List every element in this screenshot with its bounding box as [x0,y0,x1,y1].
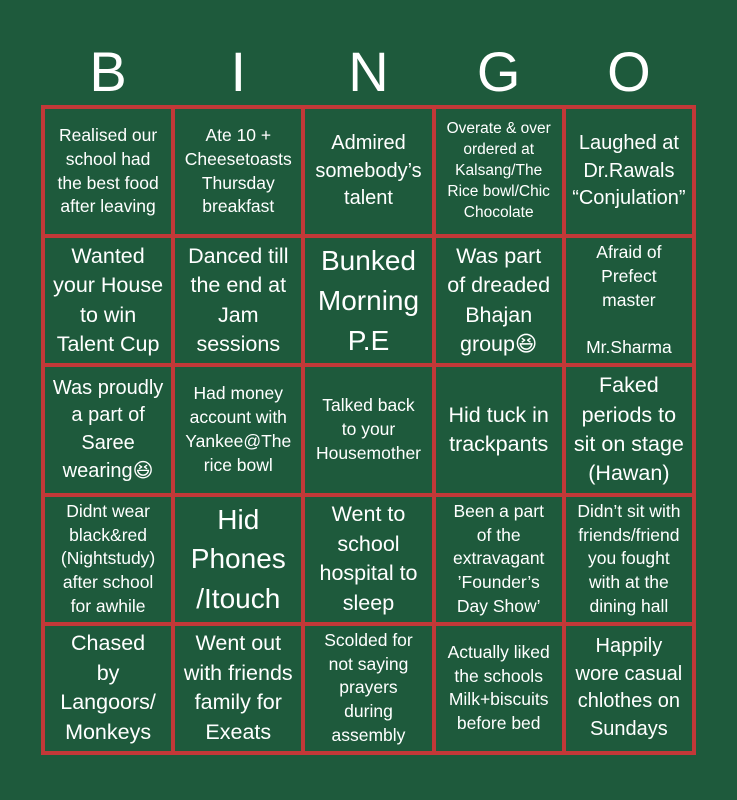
bingo-cell-text: Wanted your House to win Talent Cup [53,243,164,357]
bingo-grid [41,105,696,755]
bingo-cell-text: Didn’t sit with friends/friend you fought with at the dining hall [577,500,681,616]
bingo-cell-r2-c2[interactable] [175,238,301,363]
bingo-cell-r1-c1[interactable] [45,109,171,234]
bingo-cell-text: Went out with friends family for Exeats [183,631,293,744]
bingo-cell-text: Laughed at Dr.Rawals “Conjulation” [572,132,686,210]
bingo-cell-text: Hid tuck in trackpants [448,402,549,456]
header-letter-g: G [476,40,521,103]
bingo-cell-text: Had money account with Yankee@The rice bowl [185,383,292,475]
bingo-cell-r3-c2[interactable] [175,367,301,492]
bingo-cell-text: Went to school hospital to sleep [319,502,418,615]
bingo-cell-r2-c5[interactable] [566,238,692,363]
bingo-cell-text: Didnt wear black&red (Nightstudy) after school for awhile [60,500,156,616]
bingo-cell-r3-c1[interactable] [45,367,171,492]
bingo-cell-r5-c2[interactable] [175,626,301,751]
bingo-cell-r2-c1[interactable] [45,238,171,363]
bingo-cell-r3-c3[interactable] [305,367,431,492]
bingo-cell-r4-c2[interactable] [175,497,301,622]
bingo-cell-r4-c4[interactable] [436,497,562,622]
bingo-cell-text: Scolded for not saying prayers during assembly [324,629,413,746]
bingo-cell-text: Been a part of the extravagant ’Founder’s Day Show’ [452,500,545,616]
bingo-cell-text: Was part of dreaded Bhajan group😆 [447,243,551,357]
bingo-cell-r5-c5[interactable] [566,626,692,751]
header-letter-o: O [607,40,651,103]
bingo-cell-text: Afraid of Prefect master Mr.Sharma [586,242,672,358]
bingo-cell-r4-c1[interactable] [45,497,171,622]
bingo-cell-r5-c3[interactable] [305,626,431,751]
bingo-cell-text: Hid Phones /Itouch [190,503,286,615]
bingo-cell-text: Bunked Morning P.E [317,245,420,356]
bingo-cell-r5-c1[interactable] [45,626,171,751]
bingo-cell-r3-c4[interactable] [436,367,562,492]
bingo-cell-text: Happily wore casual chlothes on Sundays [575,635,683,740]
bingo-cell-text: Faked periods to sit on stage (Hawan) [573,373,684,486]
bingo-cell-r4-c3[interactable] [305,497,431,622]
bingo-cell-text: Realised our school had the best food after leaving [57,125,159,217]
bingo-cell-r2-c3[interactable] [305,238,431,363]
bingo-cell-text: Talked back to your Housemother [315,395,422,463]
bingo-cell-r1-c3[interactable] [305,109,431,234]
bingo-cell-text: Overate & over ordered at Kalsang/The Rice bowl/Chic Chocolate [446,120,551,221]
bingo-cell-text: Admired somebody’s talent [315,132,422,210]
bingo-cell-r1-c4[interactable] [436,109,562,234]
bingo-cell-text: Chased by Langoors/ Monkeys [60,631,156,744]
header-letter-b: B [89,40,127,103]
bingo-cell-r5-c4[interactable] [436,626,562,751]
bingo-cell-text: Was proudly a part of Saree wearing😆 [52,376,164,482]
bingo-cell-r1-c5[interactable] [566,109,692,234]
header-letter-i: I [230,40,247,103]
bingo-cell-text: Ate 10 + Cheesetoasts Thursday breakfast [184,125,292,217]
header-letter-n: N [348,40,389,103]
bingo-cell-text: Actually liked the schools Milk+biscuits before bed [447,641,550,734]
bingo-header [43,38,694,106]
bingo-cell-r2-c4[interactable] [436,238,562,363]
bingo-cell-r1-c2[interactable] [175,109,301,234]
bingo-cell-r4-c5[interactable] [566,497,692,622]
bingo-cell-text: Danced till the end at Jam sessions [188,243,289,357]
bingo-cell-r3-c5[interactable] [566,367,692,492]
